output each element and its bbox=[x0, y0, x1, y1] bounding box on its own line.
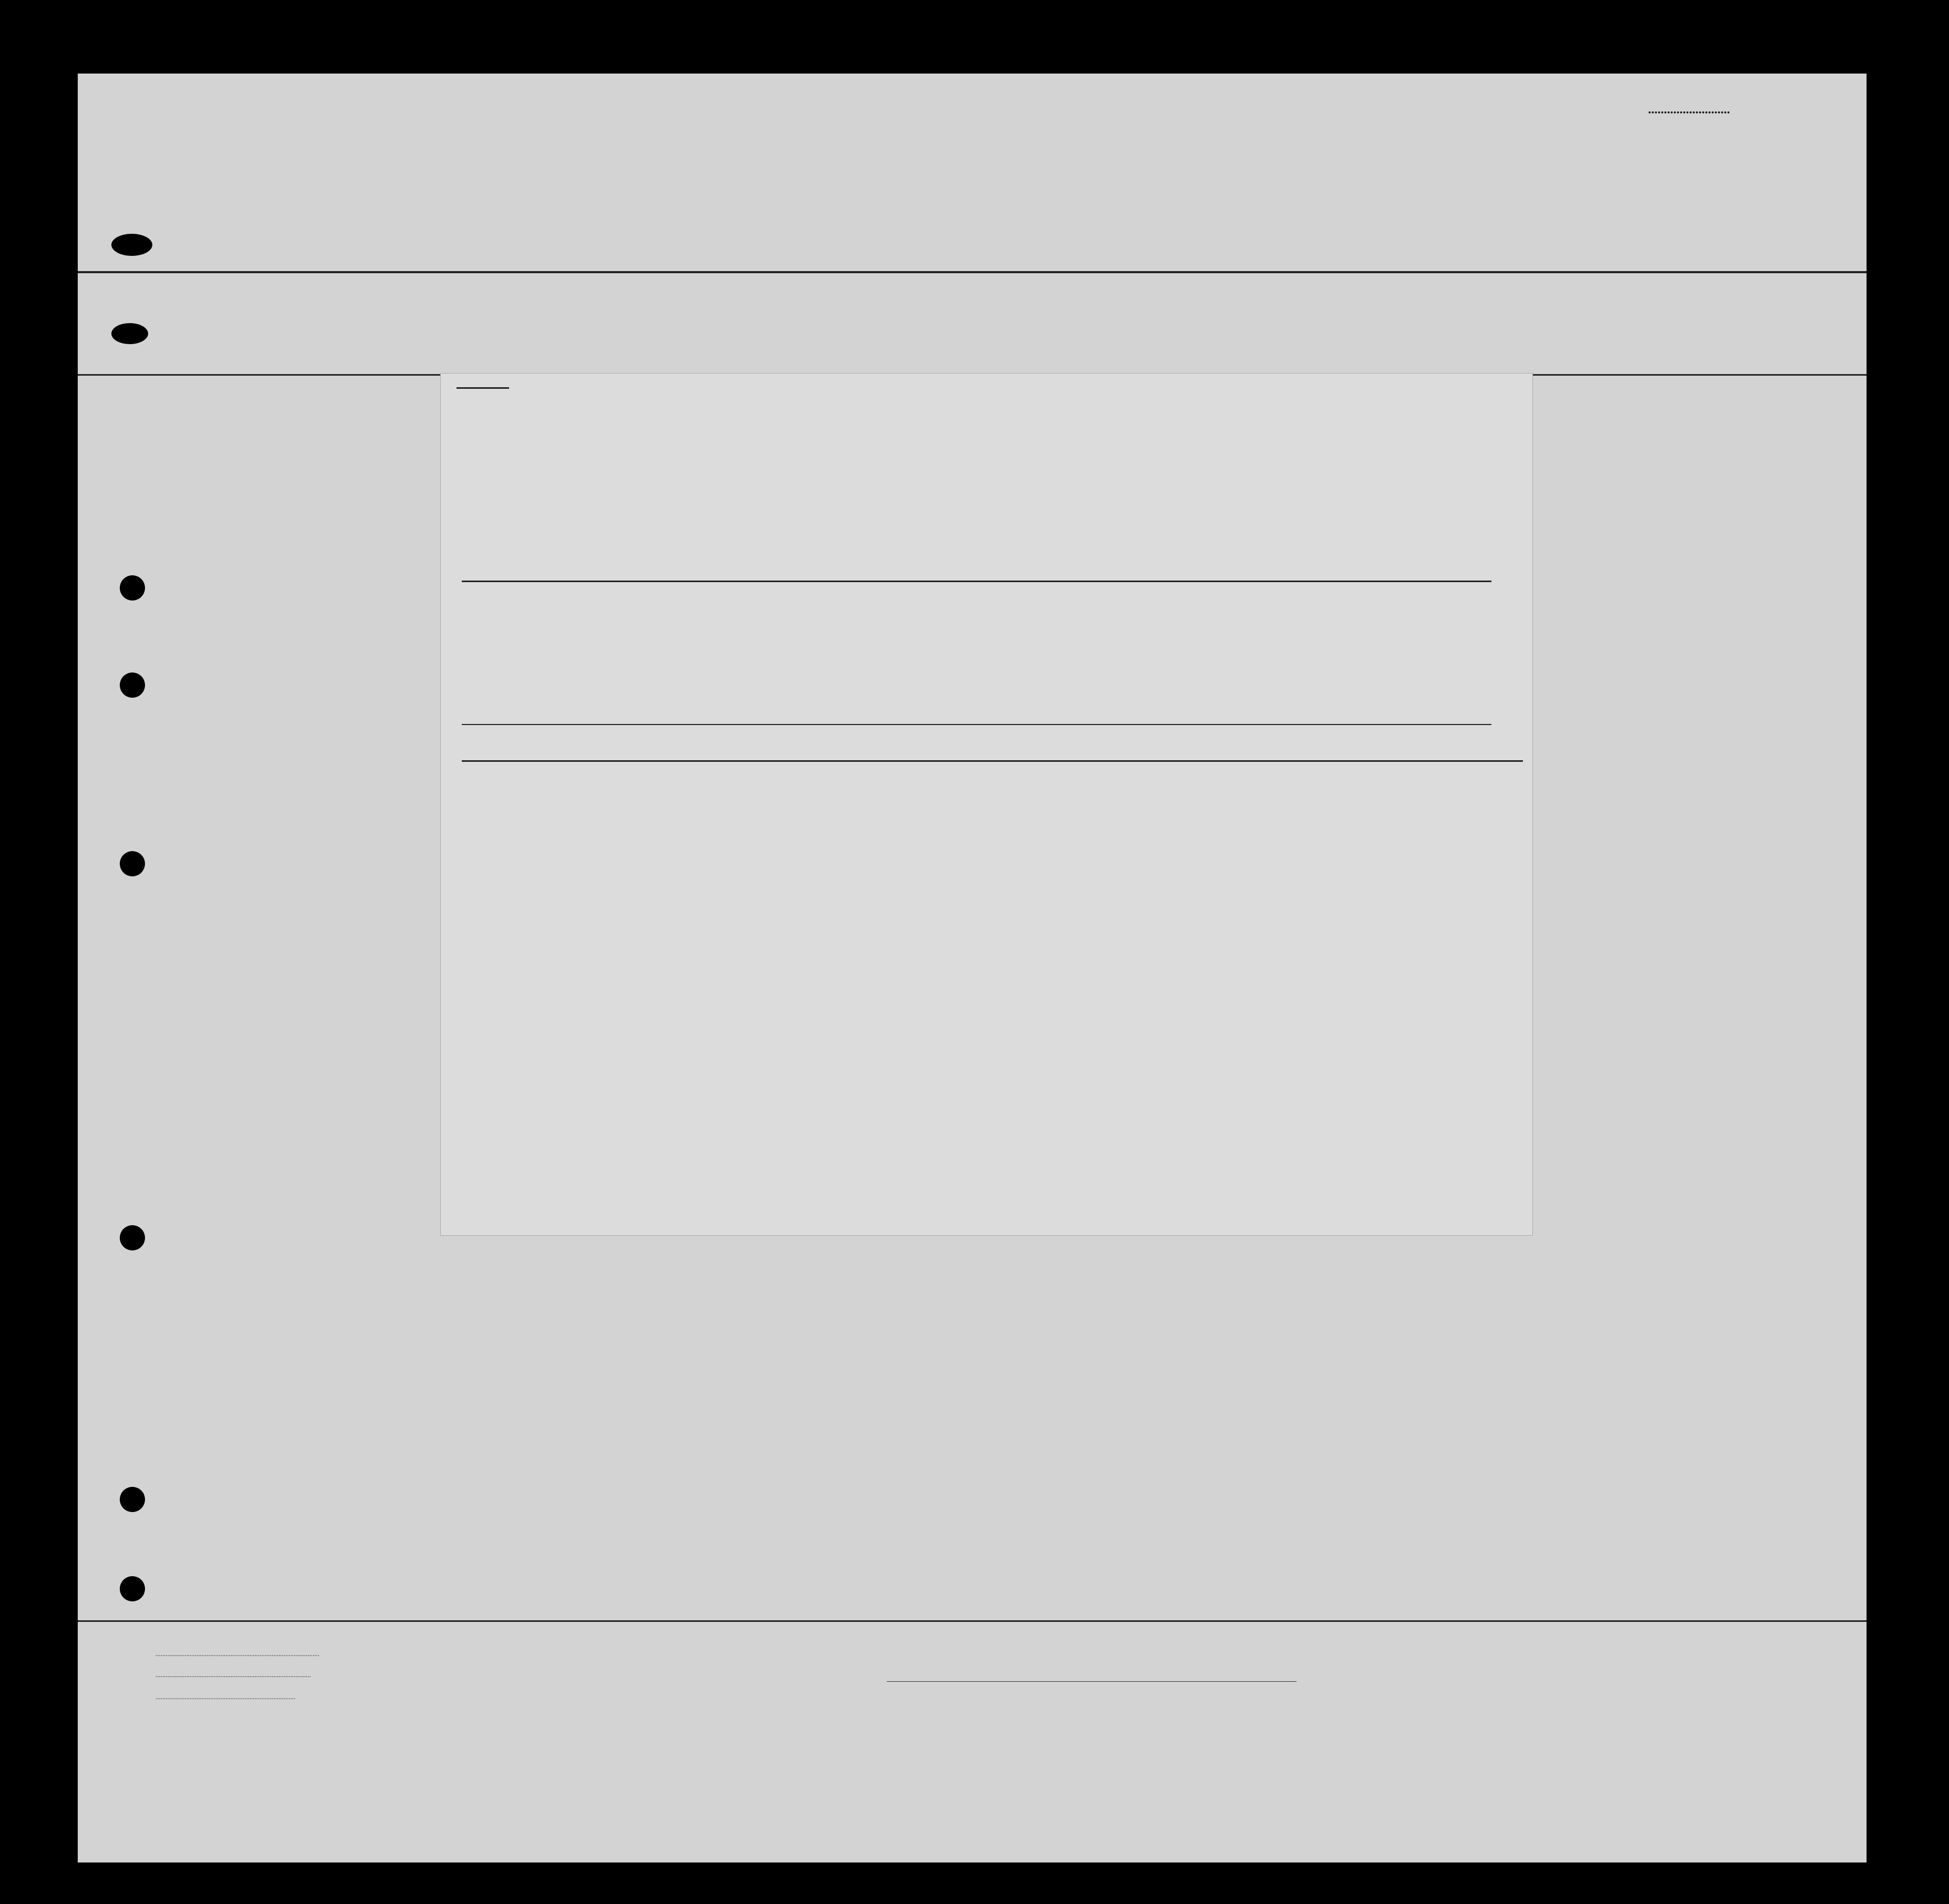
owners-field: ........................................................................................... bbox=[155, 1671, 311, 1679]
line-field: ................................................................................................ bbox=[155, 1650, 319, 1658]
footer bbox=[78, 1644, 1867, 1802]
passenger-table bbox=[462, 760, 1523, 1198]
departure-line bbox=[457, 451, 1308, 514]
manifest-sheet bbox=[78, 74, 1867, 1862]
arrival-line bbox=[457, 511, 1308, 543]
vessel-line bbox=[256, 226, 1780, 263]
sheet-number-label: .......................... bbox=[1649, 103, 1730, 117]
aircraft-entry-declaration bbox=[440, 373, 1533, 1236]
punch-hole bbox=[111, 234, 152, 256]
alien-table bbox=[462, 581, 1491, 725]
agents-field: .................................................................................. bbox=[155, 1693, 296, 1701]
